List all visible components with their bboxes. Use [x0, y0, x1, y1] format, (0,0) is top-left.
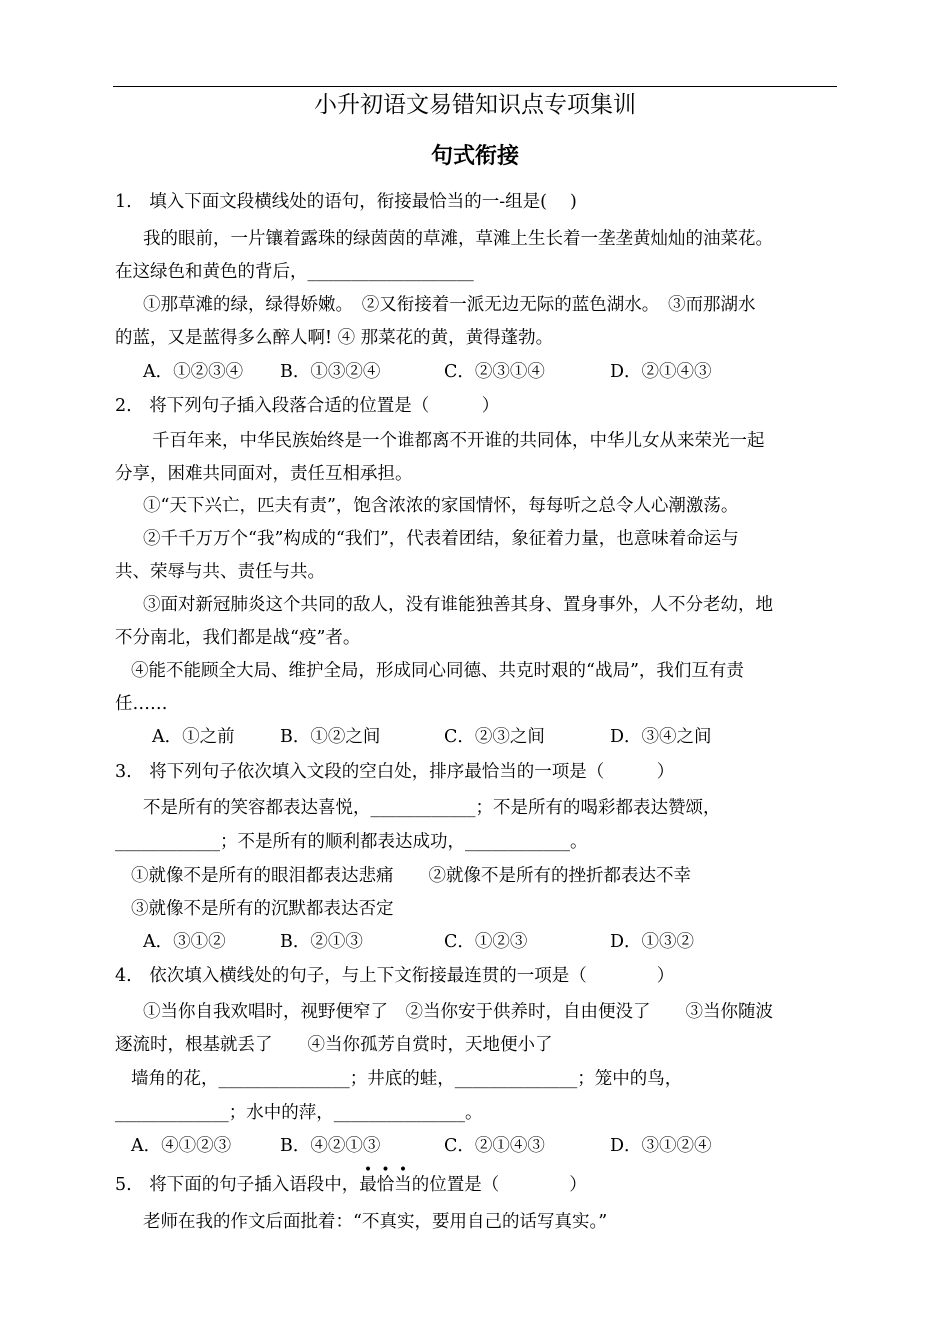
q5-stem [115, 1162, 587, 1196]
emphasis-dot-icon: • [381, 1162, 390, 1178]
q2-passage-line: 分享，困难共同面对，责任互相承担。 [115, 464, 413, 484]
q2-sentence-3-cont: 不分南北，我们都是战“疫”者。 [115, 628, 361, 648]
q2-sentence-1: ①“天下兴亡，匹夫有责”，饱含浓浓的家国情怀，每每听之总令人心潮激荡。 [143, 496, 739, 516]
q1-passage-line: 我的眼前，一片镶着露珠的绿茵茵的草滩，草滩上生长着一垄垄黄灿灿的油菜花。 [143, 229, 773, 249]
q1-option-b[interactable]: B．①③②④ [280, 362, 381, 382]
q5-emphasis-char: • 当 [394, 1162, 412, 1195]
q1-sentences-line: 的蓝，又是蓝得多么醉人啊! ④ 那菜花的黄，黄得蓬勃。 [115, 328, 554, 348]
q3-passage-line: ____________；不是所有的顺利都表达成功，____________。 [115, 832, 588, 852]
header-rule [113, 86, 837, 87]
q3-passage-line: 不是所有的笑容都表达喜悦，____________；不是所有的喝彩都表达赞颂， [143, 798, 721, 818]
q2-option-a[interactable]: A．①之前 [152, 727, 235, 747]
q1-option-c[interactable]: C．②③①④ [444, 362, 545, 382]
q3-option-b[interactable]: B．②①③ [280, 932, 363, 952]
q2-passage-line: 千百年来，中华民族始终是一个谁都离不开谁的共同体，中华儿女从来荣光一起 [152, 431, 765, 451]
q2-option-c[interactable]: C．②③之间 [444, 727, 545, 747]
emphasis-dot-icon: • [398, 1162, 408, 1178]
q2-stem: 2. 将下列句子插入段落合适的位置是（ ） [115, 396, 500, 416]
q4-stem: 4. 依次填入横线处的句子，与上下文衔接最连贯的一项是（ ） [115, 966, 675, 986]
q3-stem: 3. 将下列句子依次填入文段的空白处，排序最恰当的一项是（ ） [115, 762, 675, 782]
q5-emphasis-char: • 恰 [376, 1162, 395, 1195]
q2-sentence-3: ③面对新冠肺炎这个共同的敌人，没有谁能独善其身、置身事外，人不分老幼，地 [143, 595, 773, 615]
q1-option-d[interactable]: D．②①④③ [610, 362, 712, 382]
q1-stem: 1. 填入下面文段横线处的语句，衔接最恰当的一-组是( ) [115, 192, 577, 212]
q4-sentences-line: 逐流时，根基就丢了 ④当你孤芳自赏时，天地便小了 [115, 1035, 553, 1055]
q1-option-a[interactable]: A．①②③④ [143, 362, 244, 382]
emphasis-dot-icon: • [363, 1162, 373, 1178]
q4-option-a[interactable]: A．④①②③ [131, 1136, 232, 1156]
q1-sentences-line: ①那草滩的绿，绿得娇嫩。 ②又衔接着一派无边无际的蓝色湖水。 ③而那湖水 [143, 295, 756, 315]
q3-option-d[interactable]: D．①③② [610, 932, 695, 952]
q3-sentences-line: ③就像不是所有的沉默都表达否定 [131, 899, 394, 919]
q2-sentence-2-cont: 共、荣辱与共、责任与共。 [115, 562, 325, 582]
q4-option-b[interactable]: B．④②①③ [280, 1136, 381, 1156]
q5-stem-suffix: 的位置是（ ） [411, 1175, 587, 1195]
q3-option-a[interactable]: A．③①② [143, 932, 226, 952]
q4-option-d[interactable]: D．③①②④ [610, 1136, 712, 1156]
q2-option-d[interactable]: D．③④之间 [610, 727, 712, 747]
q2-sentence-4-cont: 任…… [115, 694, 168, 714]
q4-option-c[interactable]: C．②①④③ [444, 1136, 545, 1156]
q2-sentence-4: ④能不能顾全大局、维护全局，形成同心同德、共克时艰的“战局”，我们互有责 [131, 661, 744, 681]
q4-passage-line: 墙角的花，_______________；井底的蛙，______________；笼中的鸟， [131, 1069, 683, 1089]
q2-option-b[interactable]: B．①②之间 [280, 727, 381, 747]
q3-sentences-line: ①就像不是所有的眼泪都表达悲痛 ②就像不是所有的挫折都表达不幸 [131, 866, 691, 886]
q4-sentences-line: ①当你自我欢唱时，视野便窄了 ②当你安于供养时，自由便没了 ③当你随波 [143, 1002, 773, 1022]
section-title: 句式衔接 [430, 144, 519, 169]
q5-passage-line: 老师在我的作文后面批着：“不真实，要用自己的话写真实。” [143, 1212, 608, 1232]
q5-stem-prefix: 5. 将下面的句子插入语段中， [115, 1175, 360, 1195]
q1-passage-line: 在这绿色和黄色的背后，___________________ [115, 262, 474, 282]
page-title: 小升初语文易错知识点专项集训 [314, 92, 636, 118]
q3-option-c[interactable]: C．①②③ [444, 932, 528, 952]
q5-emphasis-char: • 最 [359, 1162, 377, 1195]
q4-passage-line: _____________；水中的萍，_______________。 [115, 1103, 483, 1123]
q2-sentence-2: ②千千万万个“我”构成的“我们”，代表着团结，象征着力量，也意味着命运与 [143, 529, 739, 549]
